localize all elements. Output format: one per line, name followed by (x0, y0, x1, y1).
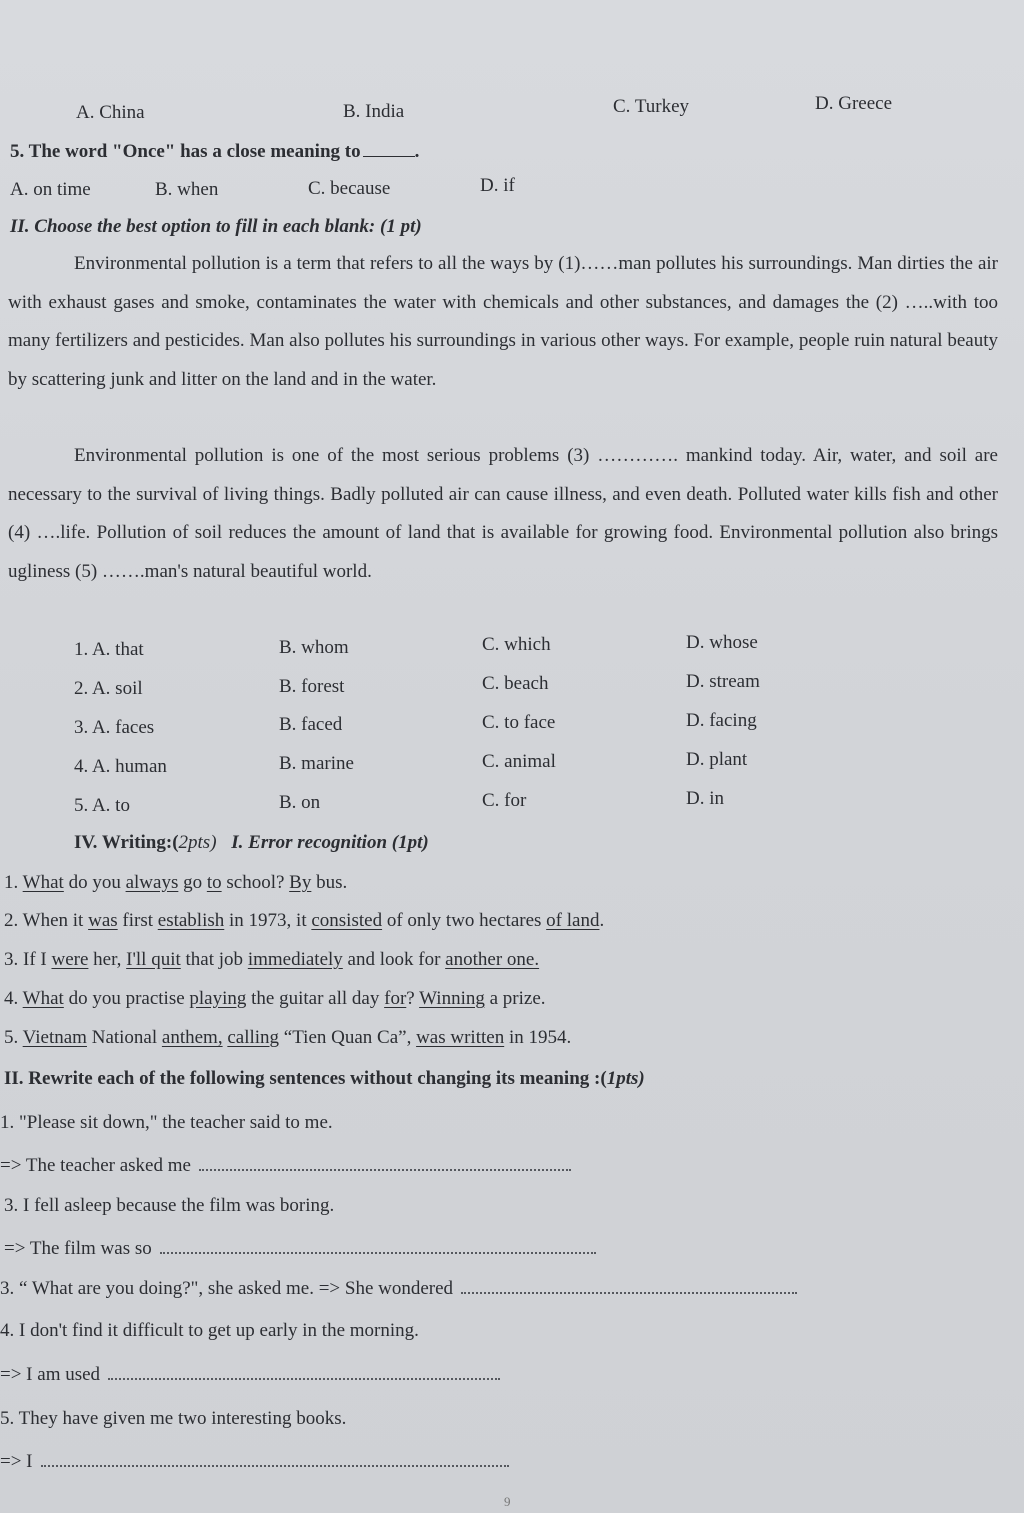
q4-option-c: C. Turkey (613, 96, 690, 117)
error-5-text: National (86, 1027, 162, 1048)
error-4-text: the guitar all day (246, 988, 385, 1009)
cloze-5-option-d: D. in (686, 788, 724, 809)
error-item-1 (4, 872, 347, 894)
error-4-number: 4. (4, 988, 19, 1009)
error-item-3 (4, 949, 539, 971)
q5-option-d: D. if (480, 175, 515, 196)
cloze-3-option-d: D. facing (686, 710, 757, 731)
page-number: 9 (504, 1494, 511, 1509)
error-5-text: “Tien Quan Ca”, (279, 1027, 417, 1048)
error-5-text: in 1954. (504, 1027, 572, 1048)
cloze-3-option-b: B. faced (279, 714, 343, 735)
error-2-text: first (117, 910, 158, 931)
error-3-option-d: another one. (445, 949, 540, 970)
rewrite-item-3 (0, 1278, 797, 1300)
cloze-2-option-c: C. beach (482, 673, 549, 694)
rewrite-answer-2-line[interactable] (160, 1252, 596, 1254)
rewrite-heading (4, 1068, 645, 1090)
error-3-number: 3. (4, 949, 19, 970)
cloze-1-option-b: B. whom (279, 637, 349, 658)
writing-heading-main: IV. Writing:( (74, 832, 179, 853)
error-item-5 (4, 1027, 571, 1049)
error-2-text: of only two hectares (382, 910, 547, 931)
error-3-option-a: were (51, 949, 89, 970)
error-item-4 (4, 988, 546, 1010)
error-3-option-c: immediately (247, 949, 343, 970)
rewrite-answer-1-line[interactable] (199, 1169, 571, 1171)
rewrite-answer-5-prompt: => I (0, 1451, 33, 1472)
rewrite-heading-pts: 1pts) (606, 1068, 645, 1089)
rewrite-heading-main: II. Rewrite each of the following sentences without changing its meaning :( (4, 1068, 607, 1089)
cloze-3-option-a: 3. A. faces (74, 717, 155, 738)
error-2-option-b: establish (157, 910, 225, 931)
q5-stem (10, 141, 419, 163)
rewrite-item-5: 5. They have given me two interesting books. (0, 1408, 347, 1429)
error-1-option-a: What (22, 872, 64, 893)
error-5-option-d: was written (416, 1027, 505, 1048)
cloze-1-option-d: D. whose (686, 632, 758, 653)
rewrite-item-2: 3. I fell asleep because the film was boring. (4, 1195, 335, 1216)
error-1-number: 1. (4, 872, 19, 893)
error-1-text: school? (221, 872, 290, 893)
cloze-4-option-a: 4. A. human (74, 756, 167, 777)
error-1-option-d: By (289, 872, 312, 893)
rewrite-answer-1-prompt: => The teacher asked me (0, 1155, 191, 1176)
cloze-2-option-d: D. stream (686, 671, 760, 692)
q5-option-b: B. when (155, 179, 219, 200)
error-2-option-a: was (88, 910, 118, 931)
cloze-4-option-c: C. animal (482, 751, 556, 772)
rewrite-answer-5-line[interactable] (41, 1465, 509, 1467)
cloze-4-option-d: D. plant (686, 749, 748, 770)
rewrite-answer-4-line[interactable] (108, 1378, 500, 1380)
error-2-number: 2. (4, 910, 19, 931)
error-2-text: in 1973, it (224, 910, 312, 931)
error-2-text: . (599, 910, 605, 931)
error-5-option-c: calling (227, 1027, 280, 1048)
rewrite-answer-3-line[interactable] (461, 1292, 797, 1294)
error-1-text: bus. (311, 872, 348, 893)
cloze-1-option-a: 1. A. that (74, 639, 144, 660)
error-4-option-a: What (22, 988, 64, 1009)
error-1-option-b: always (125, 872, 179, 893)
passage-paragraph-2: Environmental pollution is one of the most serious problems (3) …………. mankind today. Air, water, and soil are necessary to the survival of living things. Badly polluted air can cause illness, and even death. Polluted water kills fish and other (4) ….life. Pollution of soil reduces the amount of land that is available for growing food. Environmental pollution also brings ugliness (5) …….man's natural beautiful world. (8, 445, 998, 582)
error-3-option-b: I'll quit (126, 949, 181, 970)
cloze-5-option-a: 5. A. to (74, 795, 130, 816)
error-5-option-a: Vietnam (22, 1027, 87, 1048)
error-4-option-d: Winning (419, 988, 485, 1009)
rewrite-item-3-text: 3. “ What are you doing?", she asked me. => She wondered (0, 1278, 454, 1299)
cloze-5-option-c: C. for (482, 790, 527, 811)
error-2-option-d: of land (546, 910, 600, 931)
rewrite-answer-2-prompt: => The film was so (4, 1238, 152, 1259)
q5-stem-end: . (414, 141, 420, 162)
q4-option-b: B. India (343, 101, 405, 122)
error-1-text: go (178, 872, 207, 893)
error-5-option-b: anthem, (161, 1027, 223, 1048)
error-recognition-heading: I. Error recognition (1pt) (231, 832, 429, 853)
error-1-option-c: to (206, 872, 222, 893)
rewrite-answer-1 (0, 1155, 571, 1177)
cloze-3-option-c: C. to face (482, 712, 556, 733)
error-4-text: a prize. (484, 988, 546, 1009)
rewrite-answer-4 (0, 1364, 500, 1386)
error-3-text: If I (18, 949, 52, 970)
error-4-text: ? (406, 988, 420, 1009)
error-4-option-c: for (384, 988, 407, 1009)
cloze-1-option-c: C. which (482, 634, 551, 655)
q4-option-a: A. China (76, 102, 145, 123)
rewrite-item-1: 1. "Please sit down," the teacher said to me. (0, 1112, 333, 1133)
q4-option-d: D. Greece (815, 93, 893, 114)
rewrite-item-4: 4. I don't find it difficult to get up early in the morning. (0, 1320, 419, 1341)
error-item-2 (4, 910, 604, 932)
cloze-4-option-b: B. marine (279, 753, 354, 774)
q5-option-c: C. because (308, 178, 391, 199)
error-3-text: that job (180, 949, 248, 970)
writing-heading-pts: 2pts) (178, 832, 217, 853)
error-3-text: and look for (342, 949, 446, 970)
q5-option-a: A. on time (10, 179, 91, 200)
rewrite-answer-4-prompt: => I am used (0, 1364, 101, 1385)
error-2-text: When it (18, 910, 89, 931)
error-4-text: do you practise (63, 988, 190, 1009)
rewrite-answer-2 (4, 1238, 596, 1260)
error-2-option-c: consisted (311, 910, 383, 931)
section-2-heading: II. Choose the best option to fill in each blank: (1 pt) (10, 216, 422, 237)
cloze-2-option-a: 2. A. soil (74, 678, 143, 699)
error-1-text: do you (63, 872, 126, 893)
error-5-number: 5. (4, 1027, 19, 1048)
q5-blank (363, 156, 415, 157)
writing-heading (74, 832, 429, 854)
error-4-option-b: playing (189, 988, 247, 1009)
cloze-2-option-b: B. forest (279, 676, 345, 697)
rewrite-answer-5 (0, 1451, 509, 1473)
q5-stem-text: 5. The word "Once" has a close meaning to (10, 141, 361, 162)
cloze-5-option-b: B. on (279, 792, 321, 813)
error-3-text: her, (88, 949, 127, 970)
passage-paragraph-1: Environmental pollution is a term that refers to all the ways by (1)……man pollutes his surroundings. Man dirties the air with exhaust gases and smoke, contaminates the water with chemicals and other substances, and damages the (2) …..with too many fertilizers and pesticides. Man also pollutes his surroundings in various other ways. For example, people ruin natural beauty by scattering junk and litter on the land and in the water. (8, 253, 998, 390)
